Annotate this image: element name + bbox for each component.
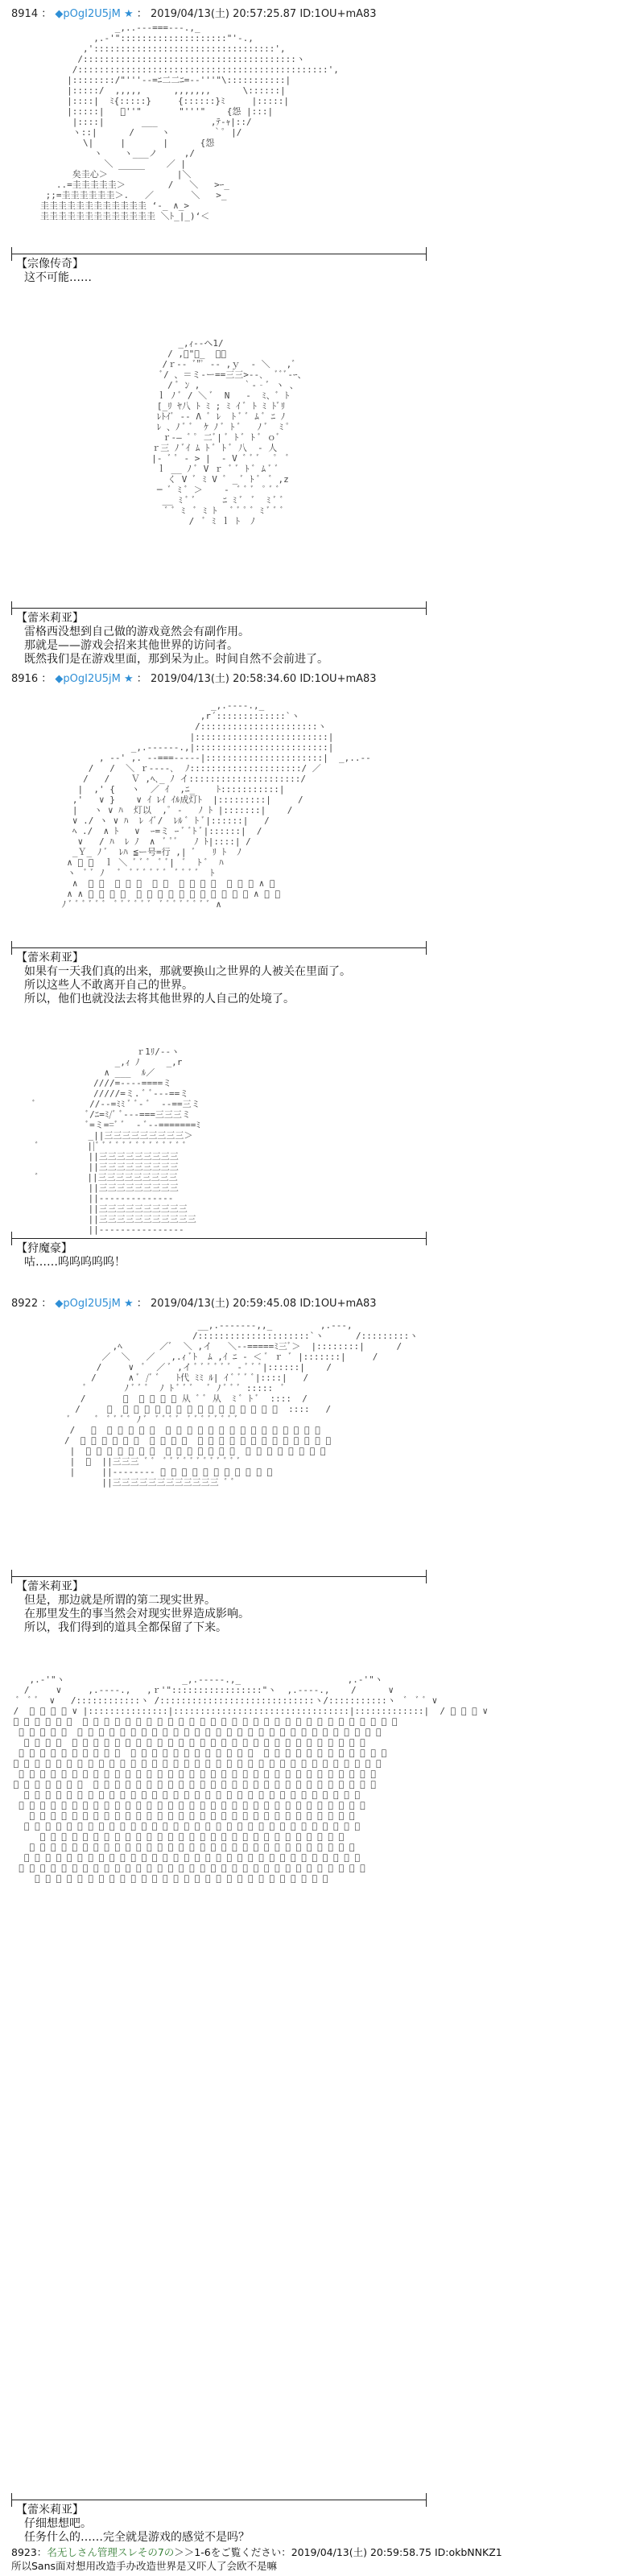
speaker-name: 【宗像传奇】 (16, 258, 84, 270)
dialogue-line: 咕……呜呜呜呜呜！ (24, 1256, 126, 1269)
speaker-name: 【蕾米莉亚】 (16, 2504, 84, 2516)
panel-divider (11, 608, 427, 609)
reply-comment-text: 所以Sans面对想用改造手办改造世界是又吓人了会欧不是嘛 (11, 2560, 278, 2572)
star-icon: ★ (123, 8, 134, 20)
panel-divider (11, 1576, 427, 1577)
speaker-name: 【蕾米莉亚】 (16, 1580, 84, 1593)
reply-meta: ＞＞1-6をご覧ください：2019/04/13(土) 20:59:58.75 ID:okbNNKZ1 (174, 2546, 502, 2558)
dialogue-line: 所以，我们得到的道具全都保留了下来。 (24, 1621, 227, 1634)
dialogue-line: 仔细想想吧。 (24, 2517, 92, 2530)
dialogue-line: 那就是——游戏会招来其他世界的访问者。 (24, 639, 238, 652)
dialogue-caption (16, 1242, 126, 1269)
ascii-art-figure: ｒ1ﾘ/‐‐ヽ _,ｨ ﾉ _,r ∧ ___ ﾙ／ ////=-‐‐‐====ミ /////=ミ. ﾞ ﾞ‐--==ミ ﾞ //‐-=ﾐﾐ ﾞ ﾞ- ﾞ -‐==三ミ ﾞ/ﾆ=ﾐ/ﾞ ﾞ‐-‐===三三三ミ ﾞ=ミ==ﾞ ﾞ ‐ ﾞ-‐=======ﾐ _||三三三三三三三三三＞ ﾞ ||ﾞ ﾞ ﾞ ﾞ ﾞ ﾞ ﾞ ﾞ ﾞ ﾞ ﾞ ﾞ ﾞ ﾞ ||三三三三三三三三三 ||三三三三三三三三三 ﾞ ||三三三三三三三三三 ||三三三三三三三三三 ||‐‐‐‐‐‐‐‐‐‐‐‐‐‐ ||三三三三三三三三三三 ||三三三三三三三三三三三 ||‐‐‐‐‐‐‐‐‐‐‐‐‐‐‐‐ (29, 1046, 200, 1235)
post-number: 8914 (11, 8, 39, 20)
dialogue-line: 在那里发生的事当然会对现实世界造成影响。 (24, 1608, 250, 1620)
post-header: 8922 ： ◆pOgI2U5jM ★ ： 2019/04/13(土) 20:59:45.08 ID:1OU+mA83 (11, 1298, 377, 1310)
dialogue-caption (16, 1580, 250, 1635)
panel-divider (11, 1238, 427, 1239)
ascii-art-figure: ,.-'"ヽ _,.-‐‐‐-.,_ ,.-'"ヽ / ∨ ,.-‐‐-., ,ｒ'":::::::::::::::::"ヽ ,.-‐‐-., / ∨ ﾞ ﾞ ﾞ ∨ /::::::::::::ヽ /:::::::::::::::::::::::::::::ヽ/:::::::::::ヽ ﾞ ﾞ ﾞ ∨ / ﾞ ﾞ ﾞ ﾞ ∨ |:::::::::::::::|:::::::::::::::::::::::::::::::::|:::::::::::::| / ﾞ ﾞ ﾞ ∨ ﾞ ﾞ ﾞ ﾞ ﾞ ﾞ ﾞ ﾞ ﾞ ﾞ ﾞ ﾞ ﾞ ﾞ ﾞ ﾞ ﾞ ﾞ ﾞ ﾞ ﾞ ﾞ ﾞ ﾞ ﾞ ﾞ ﾞ ﾞ ﾞ ﾞ ﾞ ﾞ ﾞ ﾞ ﾞ ﾞ ﾞ ﾞ ﾞ ﾞ ﾞ ﾞ ﾞ ﾞ ﾞ ﾞ ﾞ ﾞ ﾞ ﾞ ﾞ ﾞ ﾞ ﾞ ﾞ ﾞ ﾞ ﾞ ﾞ ﾞ ﾞ ﾞ ﾞ ﾞ ﾞ ﾞ ﾞ ﾞ ﾞ ﾞ ﾞ ﾞ ﾞ ﾞ ﾞ ﾞ ﾞ ﾞ ﾞ ﾞ ﾞ ﾞ ﾞ ﾞ ﾞ ﾞ ﾞ ﾞ ﾞ ﾞ ﾞ ﾞ ﾞ ﾞ ﾞ ﾞ ﾞ ﾞ ﾞ ﾞ ﾞ ﾞ ﾞ ﾞ ﾞ ﾞ ﾞ ﾞ ﾞ ﾞ ﾞ ﾞ ﾞ ﾞ ﾞ ﾞ ﾞ ﾞ ﾞ ﾞ ﾞ ﾞ ﾞ ﾞ ﾞ ﾞ ﾞ ﾞ ﾞ ﾞ ﾞ ﾞ ﾞ ﾞ ﾞ ﾞ ﾞ ﾞ ﾞ ﾞ ﾞ ﾞ ﾞ ﾞ ﾞ ﾞ ﾞ ﾞ ﾞ ﾞ ﾞ ﾞ ﾞ ﾞ ﾞ ﾞ ﾞ ﾞ ﾞ ﾞ ﾞ ﾞ ﾞ ﾞ ﾞ ﾞ ﾞ ﾞ ﾞ ﾞ ﾞ ﾞ ﾞ ﾞ ﾞ ﾞ ﾞ ﾞ ﾞ ﾞ ﾞ ﾞ ﾞ ﾞ ﾞ ﾞ ﾞ ﾞ ﾞ ﾞ ﾞ ﾞ ﾞ ﾞ ﾞ ﾞ ﾞ ﾞ ﾞ ﾞ ﾞ ﾞ ﾞ ﾞ ﾞ ﾞ ﾞ ﾞ ﾞ ﾞ ﾞ ﾞ ﾞ ﾞ ﾞ ﾞ ﾞ ﾞ ﾞ ﾞ ﾞ ﾞ ﾞ ﾞ ﾞ ﾞ ﾞ ﾞ ﾞ ﾞ ﾞ ﾞ ﾞ ﾞ ﾞ ﾞ ﾞ ﾞ ﾞ ﾞ ﾞ ﾞ ﾞ ﾞ ﾞ ﾞ ﾞ ﾞ ﾞ ﾞ ﾞ ﾞ ﾞ ﾞ ﾞ ﾞ ﾞ ﾞ ﾞ ﾞ ﾞ ﾞ ﾞ ﾞ ﾞ ﾞ ﾞ ﾞ ﾞ ﾞ ﾞ ﾞ ﾞ ﾞ ﾞ ﾞ ﾞ ﾞ ﾞ ﾞ ﾞ ﾞ ﾞ ﾞ ﾞ ﾞ ﾞ ﾞ ﾞ ﾞ ﾞ ﾞ ﾞ ﾞ ﾞ ﾞ ﾞ ﾞ ﾞ ﾞ ﾞ ﾞ ﾞ ﾞ ﾞ ﾞ ﾞ ﾞ ﾞ ﾞ ﾞ ﾞ ﾞ ﾞ ﾞ ﾞ ﾞ ﾞ ﾞ ﾞ ﾞ ﾞ ﾞ ﾞ ﾞ ﾞ ﾞ ﾞ ﾞ ﾞ ﾞ ﾞ ﾞ ﾞ ﾞ ﾞ ﾞ ﾞ ﾞ ﾞ ﾞ ﾞ ﾞ ﾞ ﾞ ﾞ ﾞ ﾞ ﾞ ﾞ ﾞ ﾞ ﾞ ﾞ ﾞ ﾞ ﾞ ﾞ ﾞ ﾞ ﾞ ﾞ ﾞ ﾞ ﾞ ﾞ ﾞ ﾞ ﾞ ﾞ ﾞ ﾞ ﾞ ﾞ ﾞ ﾞ ﾞ ﾞ ﾞ ﾞ ﾞ ﾞ ﾞ ﾞ ﾞ ﾞ ﾞ ﾞ ﾞ ﾞ ﾞ ﾞ ﾞ ﾞ ﾞ ﾞ ﾞ ﾞ ﾞ ﾞ ﾞ ﾞ ﾞ ﾞ ﾞ ﾞ ﾞ ﾞ ﾞ ﾞ ﾞ ﾞ ﾞ ﾞ ﾞ ﾞ ﾞ ﾞ ﾞ ﾞ ﾞ ﾞ ﾞ ﾞ ﾞ ﾞ ﾞ ﾞ ﾞ ﾞ ﾞ ﾞ ﾞ ﾞ ﾞ ﾞ ﾞ ﾞ ﾞ ﾞ ﾞ ﾞ ﾞ ﾞ ﾞ ﾞ ﾞ ﾞ ﾞ ﾞ ﾞ ﾞ ﾞ ﾞ ﾞ ﾞ ﾞ ﾞ ﾞ ﾞ ﾞ ﾞ ﾞ ﾞ ﾞ ﾞ ﾞ ﾞ ﾞ ﾞ ﾞ ﾞ ﾞ ﾞ ﾞ ﾞ ﾞ ﾞ ﾞ ﾞ ﾞ ﾞ ﾞ ﾞ ﾞ ﾞ ﾞ ﾞ ﾞ ﾞ ﾞ ﾞ ﾞ ﾞ ﾞ ﾞ ﾞ ﾞ ﾞ ﾞ ﾞ ﾞ ﾞ ﾞ ﾞ ﾞ ﾞ ﾞ ﾞ ﾞ ﾞ ﾞ ﾞ ﾞ ﾞ ﾞ ﾞ ﾞ ﾞ ﾞ (8, 1674, 489, 1884)
ascii-art-figure: _,.-‐‐-.,_ ,r´:::::::::::::`ヽ /::::::::::::::::::::::ヽ |:::::::::::::::::::::::::| _,.-‐‐‐‐-.,|:::::::::::::::::::::::::| , -‐' ,. -‐===‐‐‐--|::::::::::::::::::::::| _,..-‐ / / ＼ ｒ-‐‐-､ ﾉ:::::::::::::::::::::/ ／ / / Ｖ ,ﾍ､_ ﾉ イ:::::::::::::::::::::/ | ,' { ヽ ／ ｲ ,ﾆ_ ﾄ:::::::::::| ,' ∨ } ∨ ｲ ﾚｲ ｲﾙ成灯ﾄ |:::::::::| / | ヽ ∨ ﾊ 灯以 ,ﾟ ‐ ﾉ ﾄ |:::::::| / ∨ ./ ヽ ∨ ﾊ ﾚ ｲﾞ/ ﾚﾙ ﾞ ﾄ ﾞ|::::::| / ﾍ ./ ∧ ﾄ ∨ ｰ=ミ ｰ ﾞ ﾞﾄ ﾞ|::::::| / ∨ / ﾊ ﾚ ﾉ ∧ ﾞ ﾟﾞ ﾉ ﾄ|::::| / _Ｙ_ ﾉ ﾞ ﾚﾊ ≦ー号=行 ,| ﾞ ﾘ ﾄ ﾉ ∧ ﾞ ﾞ ｌ ＼ ﾞ ﾞ ﾞ ﾞ ﾞ| ﾞ ﾄ ﾞ ﾊ ヽ ﾞ ﾞ ﾉ ﾞ ﾞ ﾞ ﾞ ﾞ ﾞ ﾞ ﾞ ﾞ ﾞ ﾞ ﾄ ∧ ﾞ ﾞ ﾞ ﾞ ﾞ ﾞ ﾞ ﾞ ﾞ ﾞ ﾞ ﾞ ﾞ ﾞ ∧ ﾞ ∧ ∧ ﾞ ﾞ ﾞ ﾞ ﾞ ﾞ ﾞ ﾞ ﾞ ﾞ ﾞ ﾞ ﾞ ﾞ ﾞ ∧ ﾞ ﾞ ﾉ ﾞ ﾞ ﾞ ﾞ ﾞ ﾞ ﾞ ﾞ ﾞ ﾞ ﾞ ﾞ ﾞ ﾞ ﾞ ﾞ ﾞ ﾞ ﾞ ﾞ ∧ (61, 700, 371, 910)
reply-number: 8923： (11, 2546, 47, 2558)
star-icon: ★ (123, 673, 134, 685)
poster-name[interactable]: ◆pOgI2U5jM (55, 673, 121, 685)
reply-poster-name[interactable]: 名无しさん管理スレその7の (47, 2546, 175, 2558)
post-datetime: 2019/04/13(土) 20:57:25.87 ID:1OU+mA83 (150, 8, 377, 20)
post-datetime: 2019/04/13(土) 20:59:45.08 ID:1OU+mA83 (150, 1298, 377, 1310)
ascii-art-figure: _,ｨ--ヘ1/ / ,ﾞ"ｰ_ 、＿ /ｒ-‐ ﾞ"ﾟ ‐‐ ,ｙ ‐ ＼ ,ﾞ ﾞ/ 、＝ミ‐ー==三三>‐‐､ ﾞﾞﾞ‐ｰ、 / ﾞ ﾝ , ｀-‐ﾞ ヽ 、 ｌ ﾉ ﾞ / ＼ ﾞ N ‐ ﾐ、ﾞ ﾄ [_ﾘ ﾔ八 ﾄ ﾐ ; ﾐ ｲ ﾞ ﾄ ﾐ ﾄﾞﾘ ﾚﾄｲﾞ ‐- Λ ﾞ ﾚ ﾄ ﾞ ﾞ ﾑ ﾞ ﾆ ﾉ ﾚ 、ﾉ ﾞ ﾞ ｹ ﾉ ﾞ ﾄ ﾞ ﾉ ﾞ ﾐ ﾟ ｒ‐― ﾞ ﾟ 二ﾞ| ﾞ ﾄ ﾞ ﾄ ﾞ ｏﾞ ｒ三 ﾉ ﾞｲ ﾑ ﾄ ﾞ ﾄ ﾞ 八 ‐ 人 |‐ ﾞ ﾟ ‐ > | ‐ V ﾞ ﾞ ﾞ ﾟ ﾞ ｌ __ ﾉ ﾞ V ｒ ﾞ ﾞ ﾄ ﾞ ﾑ ﾞ ﾞ く V ﾞ ﾐ V ﾞ _ ﾞ ﾄ ﾞ ﾞ ,z ─ ﾞ ﾐ ﾞ ＞ ‐ ﾞ ﾞ ﾞ ﾟ ﾞ ﾞ __ ﾐ ﾞ ﾞ ﾆ ﾐ ﾞ ﾞ ﾐ ﾞ ﾞ ﾞ ﾞ ﾐ ﾞ ﾐ ﾄ ﾞ ﾞ ﾟ ﾞ ﾐ ﾞ ﾞ ﾞ / ﾞ ﾐ ｌ ﾄ ﾉ (151, 338, 307, 526)
ascii-art-figure: _,..-‐‐===‐‐-.,_ ,.-'"::::::::::::::::::::"'-., ,'::::::::::::::::::::::::::::::::::', /::::::::::::::::::::::::::::::::::::::::ヽ /:::::::::::::::::::::::::::::::::::::::::::::::', |::::::::/"'''‐-=ﾆ二二ﾆ=-‐'''"\:::::::::::| |:::::/ ,,,,, ,,,,,,, \::::::| |::::| ﾐ{:::::} {::::::}ﾐ |:::::| |:::::| ﾞ''" "'''" {怨 |:::| |::::| ___ ,ﾃ-ｬ|::/ ヽ::| / ヽ ｀ﾟ |/ \| | | {怨 ヽ ヽ___ノ ,/ ＼ ／ | 矣圭心＞ ￣￣￣ |＼ ..=圭圭圭圭圭＞ / ＼ >ｰ_ ;;=圭圭圭圭圭圭＞. ／ ＼ >_ 圭圭圭圭圭圭圭圭圭圭圭圭 ‘‐_ ∧_> 圭圭圭圭圭圭圭圭圭圭圭圭圭 ＼ﾄ_|_)‘＜ (40, 23, 339, 221)
speaker-name: 【狩魔豪】 (16, 1242, 72, 1255)
post-header: 8914 ： ◆pOgI2U5jM ★ ： 2019/04/13(土) 20:57:25.87 ID:1OU+mA83 (11, 8, 377, 20)
dialogue-caption (16, 2504, 250, 2545)
dialogue-line: 但是，那边就是所谓的第二现实世界。 (24, 1594, 216, 1607)
post-number: 8922 (11, 1298, 39, 1310)
speaker-name: 【蕾米莉亚】 (16, 612, 84, 625)
dialogue-line: 所以这些人不敢离开自己的世界。 (24, 979, 193, 992)
post-header: 8916 ： ◆pOgI2U5jM ★ ： 2019/04/13(土) 20:58:34.60 ID:1OU+mA83 (11, 673, 377, 685)
dialogue-line: 既然我们是在游戏里面，那到呆为止。时间自然不会前进了。 (24, 653, 328, 666)
dialogue-caption (16, 612, 328, 667)
panel-divider (11, 947, 427, 948)
dialogue-line: 这不可能…… (24, 271, 92, 284)
poster-name[interactable]: ◆pOgI2U5jM (55, 8, 121, 20)
speaker-name: 【蕾米莉亚】 (16, 952, 84, 964)
dialogue-caption (16, 258, 92, 285)
star-icon: ★ (123, 1298, 134, 1310)
poster-name[interactable]: ◆pOgI2U5jM (55, 1298, 121, 1310)
dialogue-line: 雷格西没想到自己做的游戏竟然会有副作用。 (24, 625, 250, 638)
ascii-art-figure: __,.-‐‐‐‐--,,_ ,.-‐‐, /:::::::::::::::::::::`ヽ /:::::::::ヽ ,ﾍ ／ﾞ ＼ ,イ ＼‐-=====ﾐ三ﾞ＞ |::::::::| / ／ ＼ ／ ,.ｨ ﾞﾄ ﾑ ,ｲ ﾆ ‐ ＜ ﾞ ｒ ﾞ |:::::::| / / ∨ ﾞ ／ ﾞ ,イ ﾞ ﾞ ﾞ ﾞ ﾞ ﾞ ‐ ﾞ ﾞ ﾞ|::::::| / / ∧ ﾞ /ﾞ ﾞ ﾄ代 ﾐﾐ ﾙ| ｲ ﾞ ﾞ ﾞ ﾞ|::::| / ﾞ ﾉ ﾞ ﾞ ﾞ ﾉ ﾄ ﾞ ﾞ ﾞ ﾞ ﾉ ﾞ ﾞ ﾞ ::::: ﾞ / ﾞ ﾞ ﾞ ﾞ ﾞ 从 ﾞ ﾞ 从 ﾐ ﾞ ﾄ ﾞ :::: / / ﾞ ﾞ ﾞ ﾞ ﾞ ﾞ ﾞ ﾞ ﾞ ﾞ ﾞ ﾞ ﾞ ﾞ ﾞ ﾞ :::: / ﾞ ﾞ ﾞ ﾞ ﾞ ﾞ ﾉ ﾞ ﾞ ﾞ ﾞ ﾞ ﾞ ﾞ ﾞ ﾞ ﾞ ﾞ ﾞ ﾞ / ﾞ ﾞ ﾞ ﾞ ﾞ ﾞ ﾞ ﾞ ﾞ ﾞ ﾞ ﾞ ﾞ ﾞ ﾞ ﾞ ﾞ ﾞ ﾞ ﾞ ﾞ / ﾞ ﾞ ﾞ ﾞ ﾞ ﾞ ﾞ ﾞ ﾞ ﾞ ﾞ ﾞ ﾞ ﾞ ﾞ ﾞ ﾞ ﾞ ﾞ ﾞ ﾞ ﾞ ﾞ | ﾞ ﾞ ﾞ ﾞ ﾞ ﾞ ﾞ ﾞ ﾞ ﾞ ﾞ ﾞ ﾞ ﾞ ﾞ ﾞ ﾞ ﾞ ﾞ ﾞ ﾞ ﾞ | ﾞ ||三三三 ﾞ ﾞ ﾞ ﾞ ﾞ ﾞ ﾞ ﾞ ﾞ ﾞ ﾞ ﾞ ﾞ ﾞ | ||‐‐‐‐‐‐‐‐ ﾞ ﾞ ﾞ ﾞ ﾞ ﾞ ﾞ ﾞ ﾞ ﾞ ﾞ ||三三三三三三三三三三三三 ﾞ ﾞ (64, 1320, 419, 1488)
dialogue-caption (16, 952, 351, 1006)
dialogue-line: 如果有一天我们真的出来，那就要换山之世界的人被关在里面了。 (24, 965, 351, 978)
dialogue-line: 任务什么的……完全就是游戏的感觉不是吗？ (24, 2531, 250, 2544)
reply-comment (11, 2560, 277, 2573)
post-datetime: 2019/04/13(土) 20:58:34.60 ID:1OU+mA83 (150, 673, 377, 685)
reply-header (11, 2546, 502, 2559)
dialogue-line: 所以，他们也就没法去将其他世界的人自己的处境了。 (24, 993, 295, 1005)
post-number: 8916 (11, 673, 39, 685)
